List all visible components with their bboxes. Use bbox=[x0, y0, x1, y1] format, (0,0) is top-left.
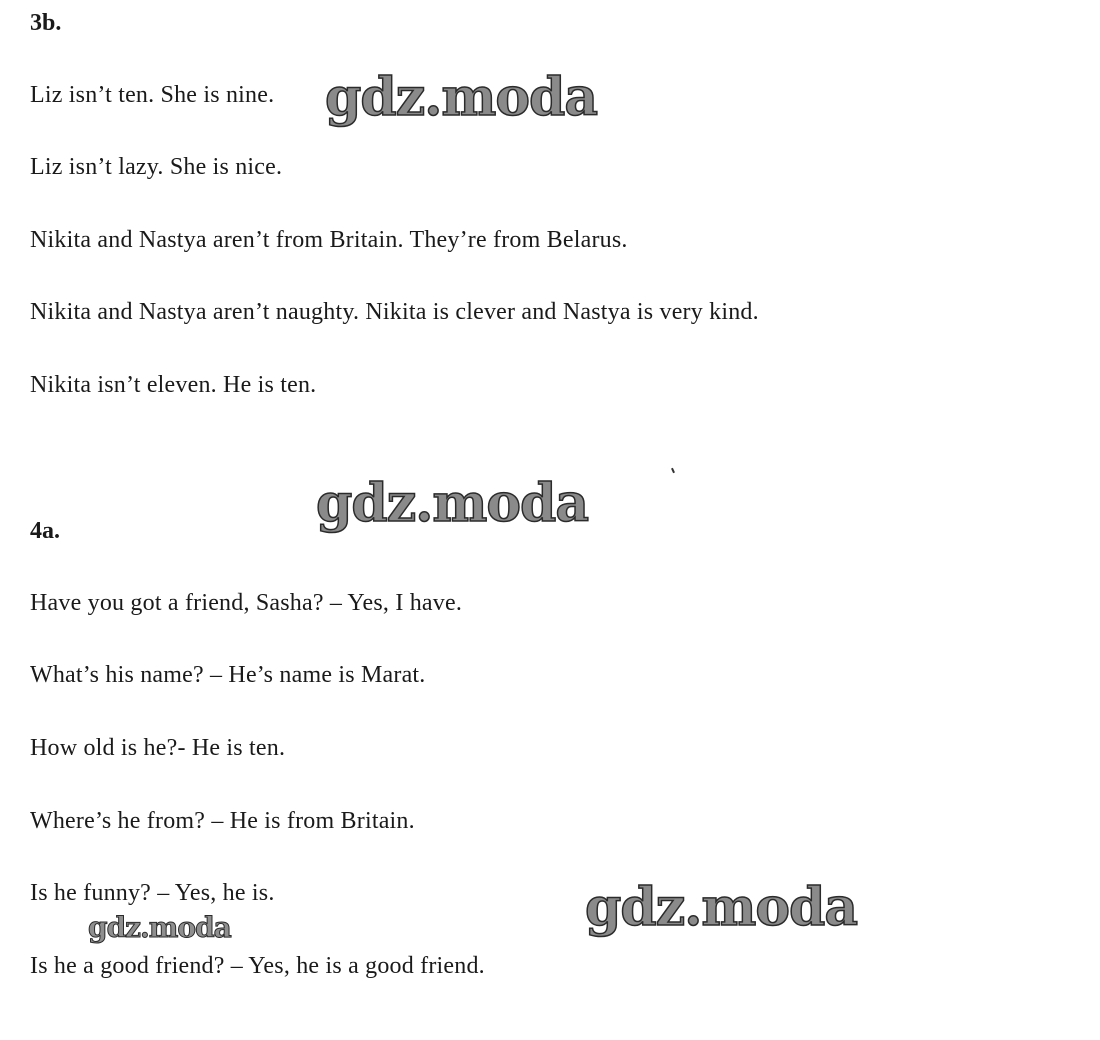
text-line: Is he funny? – Yes, he is. bbox=[30, 880, 275, 906]
section-heading-4a: 4a. bbox=[30, 518, 60, 544]
text-line: Nikita and Nastya aren’t from Britain. They’re from Belarus. bbox=[30, 227, 628, 253]
watermark: gdz.moda bbox=[585, 877, 858, 938]
text-line: Is he a good friend? – Yes, he is a good friend. bbox=[30, 953, 485, 979]
text-line: Have you got a friend, Sasha? – Yes, I have. bbox=[30, 590, 463, 616]
watermark: gdz.moda bbox=[325, 67, 598, 128]
text-line: Liz isn’t lazy. She is nice. bbox=[30, 154, 283, 180]
section-heading-3b: 3b. bbox=[30, 10, 62, 36]
text-line: Liz isn’t ten. She is nine. bbox=[30, 82, 275, 108]
watermark: gdz.moda bbox=[88, 911, 231, 944]
text-line: Nikita isn’t eleven. He is ten. bbox=[30, 372, 317, 398]
scan-speck bbox=[671, 468, 675, 473]
text-line: Nikita and Nastya aren’t naughty. Nikita is clever and Nastya is very kind. bbox=[30, 299, 759, 325]
text-line: What’s his name? – He’s name is Marat. bbox=[30, 662, 426, 688]
watermark: gdz.moda bbox=[316, 473, 589, 534]
text-line: How old is he?- He is ten. bbox=[30, 735, 286, 761]
text-line: Where’s he from? – He is from Britain. bbox=[30, 808, 415, 834]
